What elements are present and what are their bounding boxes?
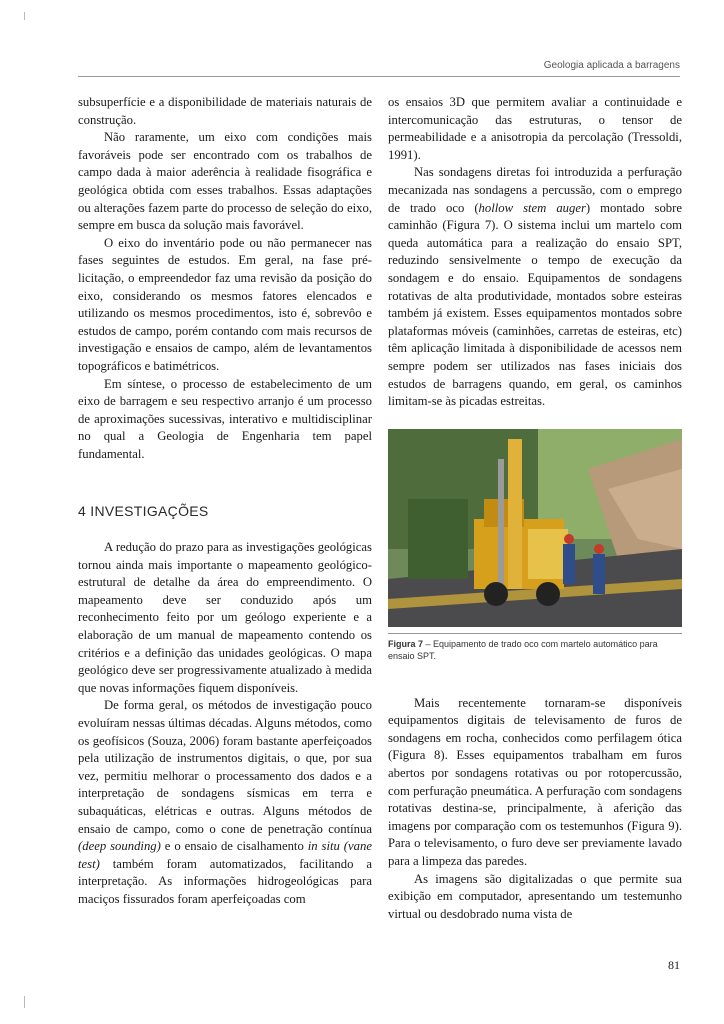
header-rule: [78, 76, 680, 77]
crop-mark-top: [24, 12, 25, 20]
italic-term: hollow stem auger: [478, 200, 586, 215]
paragraph: Nas sondagens diretas foi introduzida a perfuração mecanizada nas sondagens a percussão, com o emprego de trado oco (hollow stem auger) montado sobre caminhão (Figura 7). O sistema inclui um martelo com queda automática para a realização do ensaio SPT, reduzindo sensivelmente o tempo de execução da sondagem e do ensaio. Equipamentos de sondagens rotativas de alta produtividade, montados sobre esteiras também já existem. Esses equipamentos montados sobre plataformas móveis (caminhões, carretas de esteiras, etc) têm aplicação limitada à disponibilidade de acessos nem sempre podem ser utilizados nas fases iniciais dos estudos de barragens quando, em geral, os caminhos limitam-se às picadas estreitas.: [388, 165, 682, 409]
figure-label: Figura 7: [388, 638, 424, 649]
figure-caption: Figura 7 – Equipamento de trado oco com martelo automático para ensaio SPT.: [388, 638, 658, 661]
left-column: [78, 94, 372, 909]
italic-term: in situ (vane test): [78, 839, 372, 871]
crop-mark-bottom: [24, 996, 25, 1008]
italic-term: (deep sounding): [78, 839, 161, 854]
paragraph: os ensaios 3D que permitem avaliar a continuidade e intercomunicação das estruturas, o tensor de permeabilidade e a anisotropia da percolação (Tressoldi, 1991).: [388, 95, 682, 162]
paragraph: As imagens são digitalizadas o que permite sua exibição em computador, apresentando um testemunho virtual ou desdobrado numa vista de: [388, 871, 682, 921]
paragraph: subsuperfície e a disponibilidade de materiais naturais de construção.: [78, 95, 372, 127]
page-number: 81: [668, 958, 680, 972]
paragraph: Não raramente, um eixo com condições mais favoráveis pode ser encontrado com os trabalhos de campo dada à maior aderência à realidade fisográfica e geológica obtida com esses trabalhos. Essas adaptações ou alterações fazem parte do processo de seleção do eixo, sempre em busca da solução mais favorável.: [78, 130, 372, 233]
paragraph: De forma geral, os métodos de investigação pouco evoluíram nessas últimas décadas. Alguns métodos, como os geofísicos (Souza, 2006) foram bastante aperfeiçoados pela utilização de instrumentos digitais, o que, por sua vez, permitiu melhorar o processamento dos dados e a interpretação de sondagens sísmicas em terra e subaquáticas, elétricas e outras. Alguns métodos de ensaio de campo, como o cone de penetração contínua (deep sounding) e o ensaio de cisalhamento in situ (vane test) também foram automatizados, facilitando a interpretação. As informações hidrogeológicas para maciços fissurados foram aperfeiçoadas com: [78, 698, 372, 906]
drilling-rig-photo: [388, 429, 682, 627]
paragraph: Mais recentemente tornaram-se disponíveis equipamentos digitais de televisamento de furos de sondagens em rocha, conhecidos como perfilagem ótica (Figura 8). Esses equipamentos trabalham em furos abertos por sondagens rotativas ou por rotopercussão, com perfuração pneumática. A perfuração com sondagens rotativas destina-se, principalmente, à aferição das imagens por comparação com os testemunhos (Figura 9). Para o televisamento, o furo deve ser previamente lavado para a limpeza das paredes.: [388, 695, 682, 869]
section-title: 4 INVESTIGAÇÕES: [78, 503, 209, 520]
figure-rule: [388, 633, 682, 634]
paragraph: A redução do prazo para as investigações geológicas tornou ainda mais importante o mapeamento geológico-estrutural de detalhe da área do empreendimento. O mapeamento deve ser conduzido após um reconhecimento feito por um geólogo experiente e a elaboração de um manual de mapeamento contendo os critérios e a definição das unidades geológicas. O mapa geológico deve ser progressivamente atualizado à medida que novas informações fiquem disponíveis.: [78, 540, 372, 695]
figure-photo: [388, 429, 682, 627]
right-column: [388, 94, 682, 923]
paragraph: Em síntese, o processo de estabelecimento de um eixo de barragem e seu respectivo arranjo é um processo de aproximações sucessivas, interativo e multidisciplinar no qual a Geologia de Engenharia tem papel fundamental.: [78, 376, 372, 461]
paragraph: O eixo do inventário pode ou não permanecer nas fases seguintes de estudos. Em geral, na fase pré-licitação, o empreendedor faz uma revisão da posição do eixo, considerando os mesmos fatores elencados e utilizando os mesmos procedimentos, isto é, sobrevôo e estudos de campo, porém contando com mais recursos de investigação e ensaios de campo, além de levantamentos topográficos e batimétricos.: [78, 235, 372, 373]
running-head: Geologia aplicada a barragens: [543, 60, 680, 71]
